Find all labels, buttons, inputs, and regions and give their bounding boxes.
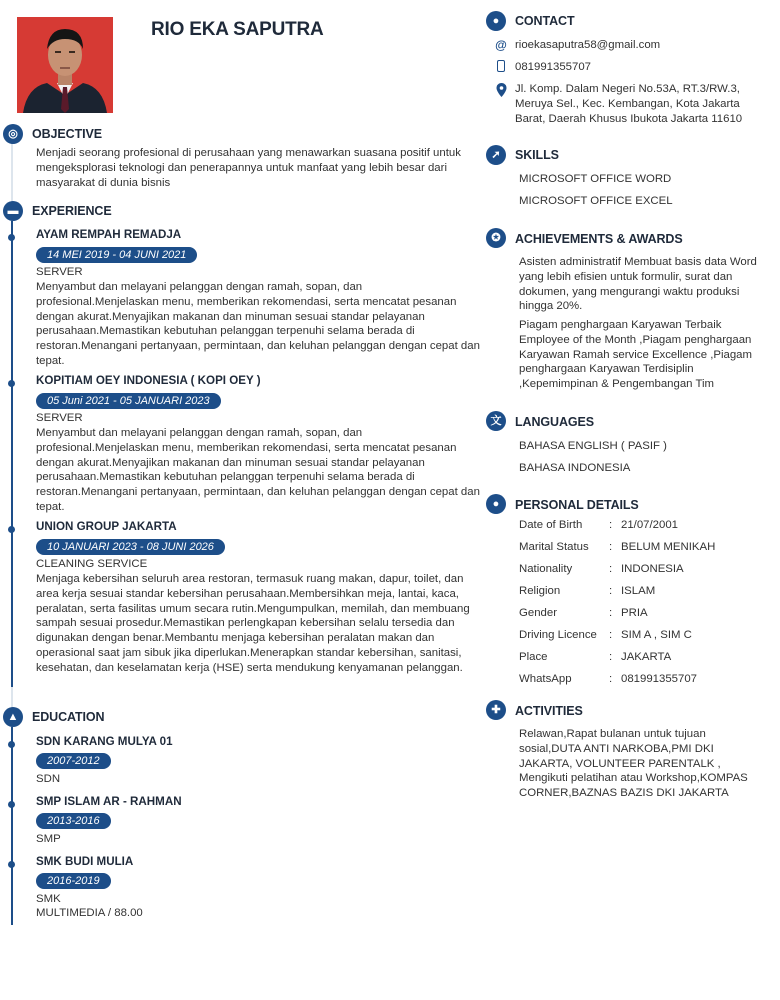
detail-colon: : xyxy=(609,607,613,619)
job-period-badge: 05 Juni 2021 - 05 JANUARI 2023 xyxy=(36,393,221,409)
school-name: SMK BUDI MULIA xyxy=(36,855,134,868)
detail-row xyxy=(519,646,769,668)
detail-colon: : xyxy=(609,585,613,597)
job-company: KOPITIAM OEY INDONESIA ( KOPI OEY ) xyxy=(36,374,261,387)
briefcase-icon: ▬ xyxy=(3,201,23,221)
detail-value: 21/07/2001 xyxy=(621,519,679,531)
language-item: BAHASA INDONESIA xyxy=(519,462,631,474)
activities-title: ACTIVITIES xyxy=(515,704,583,718)
contact-address: Jl. Komp. Dalam Negeri No.53A, RT.3/RW.3, Meruya Sel., Kec. Kembangan, Kota Jakarta Barat, Daerah Khusus Ibukota Jakarta 11610 xyxy=(515,83,743,125)
school-period-badge: 2016-2019 xyxy=(36,873,111,889)
contact-title: CONTACT xyxy=(515,14,575,28)
activities-text: Relawan,Rapat bulanan untuk tujuan sosial,DUTA ANTI NARKOBA,PMI DKI JAKARTA, VOLUNTEER PARENTALK , Mengikuti pelatihan atau Workshop,KOMPAS CORNER,BAZNAS BAZIS DKI JAKARTA xyxy=(519,728,748,800)
job-description: Menyambut dan melayani pelanggan dengan ramah, sopan, dan profesional.Menjelaskan menu, memberikan rekomendasi, serta mencatat pesanan dengan akurat.Menyajikan makanan dan minuman sesuai standar pelayanan perusahaan.Memastikan kebutuhan pelanggan terpenuhi selama berada di restoran.Menangani pertanyaan, permintaan, dan keluhan pelanggan dengan cepat dan tepat. xyxy=(36,427,480,513)
education-timeline xyxy=(11,727,13,925)
timeline-dot xyxy=(8,380,15,387)
job-company: UNION GROUP JAKARTA xyxy=(36,520,177,533)
location-pin-icon xyxy=(496,83,507,102)
detail-row xyxy=(519,558,769,580)
detail-row xyxy=(519,668,769,690)
job-role: CLEANING SERVICE xyxy=(36,558,148,570)
contact-phone[interactable]: 081991355707 xyxy=(515,61,592,73)
detail-label: Religion xyxy=(519,585,561,597)
timeline-dot xyxy=(8,861,15,868)
objective-title: OBJECTIVE xyxy=(32,127,102,141)
detail-value: JAKARTA xyxy=(621,651,672,663)
detail-row xyxy=(519,514,769,536)
personal-details-list xyxy=(519,514,769,690)
detail-colon: : xyxy=(609,541,613,553)
detail-value: PRIA xyxy=(621,607,648,619)
rocket-icon: ➚ xyxy=(486,145,506,165)
skill-item: MICROSOFT OFFICE EXCEL xyxy=(519,195,673,207)
languages-title: LANGUAGES xyxy=(515,415,594,429)
detail-value: ISLAM xyxy=(621,585,656,597)
detail-value: BELUM MENIKAH xyxy=(621,541,716,553)
timeline-dot xyxy=(8,234,15,241)
experience-title: EXPERIENCE xyxy=(32,204,112,218)
detail-value: SIM A , SIM C xyxy=(621,629,692,641)
detail-label: Marital Status xyxy=(519,541,589,553)
detail-label: Place xyxy=(519,651,548,663)
school-major-score: MULTIMEDIA / 88.00 xyxy=(36,907,143,919)
timeline-dot xyxy=(8,801,15,808)
achievements-title: ACHIEVEMENTS & AWARDS xyxy=(515,232,683,246)
detail-row xyxy=(519,602,769,624)
detail-label: Date of Birth xyxy=(519,519,583,531)
detail-colon: : xyxy=(609,651,613,663)
language-item: BAHASA ENGLISH ( PASIF ) xyxy=(519,440,667,452)
skills-title: SKILLS xyxy=(515,148,559,162)
user-icon: ● xyxy=(486,494,506,514)
objective-text: Menjadi seorang profesional di perusahaan yang menawarkan suasana positif untuk mengeksplorasi teknologi dan penerapannya untuk manfaat yang lebih besar dari masyarakat di dunia bisnis xyxy=(36,147,461,189)
detail-colon: : xyxy=(609,629,613,641)
job-description: Menjaga kebersihan seluruh area restoran, termasuk ruang makan, dapur, toilet, dan area kerja sesuai standar kebersihan perusahaan.Membersihkan meja, lantai, kaca, peralatan, serta fasilitas umum secara rutin.Mengumpulkan, memilah, dan membuang sampah sesuai prosedur.Memastikan perlengkapan kebersihan selalu tersedia dan digunakan dengan benar.Membantu menjaga kebersihan peralatan makan dan operasional saat jam sibuk jika diperlukan.Menerapkan standar kebersihan, sanitasi, kesehatan, dan keselamatan kerja (HSE) serta mendukung kenyamanan pelanggan. xyxy=(36,573,470,674)
achievement-item: Piagam penghargaan Karyawan Terbaik Employee of the Month ,Piagam penghargaan Karyawan Ramah service Excellence ,Piagam penghargaan Karyawan Terdisiplin ,Kepemimpinan & Pengembangan Tim xyxy=(519,319,752,391)
detail-colon: : xyxy=(609,563,613,575)
detail-colon: : xyxy=(609,673,613,685)
detail-value: INDONESIA xyxy=(621,563,684,575)
award-ribbon-icon: ✪ xyxy=(486,228,506,248)
school-period-badge: 2007-2012 xyxy=(36,753,111,769)
achievement-item: Asisten administratif Membuat basis data Word yang lebih efisien untuk formulir, surat dan dokumen, yang mengurangi waktu produksi hingga 20%. xyxy=(519,256,757,313)
candidate-name: RIO EKA SAPUTRA xyxy=(151,19,324,40)
skill-item: MICROSOFT OFFICE WORD xyxy=(519,173,672,185)
profile-photo xyxy=(17,17,113,113)
job-role: SERVER xyxy=(36,412,83,424)
contact-email[interactable]: rioekasaputra58@gmail.com xyxy=(515,39,661,51)
puzzle-icon: ✚ xyxy=(486,700,506,720)
school-level: SMK xyxy=(36,893,61,905)
job-period-badge: 10 JANUARI 2023 - 08 JUNI 2026 xyxy=(36,539,225,555)
job-company: AYAM REMPAH REMADJA xyxy=(36,228,182,241)
detail-row xyxy=(519,536,769,558)
job-description: Menyambut dan melayani pelanggan dengan ramah, sopan, dan profesional.Menjelaskan menu, memberikan rekomendasi, serta mencatat pesanan dengan akurat.Menyajikan makanan dan minuman sesuai standar pelayanan perusahaan.Memastikan kebutuhan pelanggan terpenuhi selama berada di restoran.Menangani pertanyaan, permintaan, dan keluhan pelanggan dengan cepat dan tepat. xyxy=(36,281,480,367)
timeline-dot xyxy=(8,741,15,748)
education-title: EDUCATION xyxy=(32,710,105,724)
detail-value: 081991355707 xyxy=(621,673,698,685)
experience-timeline xyxy=(11,221,13,687)
detail-row xyxy=(519,580,769,602)
detail-colon: : xyxy=(609,519,613,531)
timeline-dot xyxy=(8,526,15,533)
detail-row xyxy=(519,624,769,646)
job-role: SERVER xyxy=(36,266,83,278)
school-name: SDN KARANG MULYA 01 xyxy=(36,735,173,748)
person-icon: ● xyxy=(486,11,506,31)
target-icon: ◎ xyxy=(3,124,23,144)
school-level: SDN xyxy=(36,773,61,785)
job-period-badge: 14 MEI 2019 - 04 JUNI 2021 xyxy=(36,247,197,263)
detail-label: WhatsApp xyxy=(519,673,572,685)
phone-icon xyxy=(497,60,505,72)
school-name: SMP ISLAM AR - RAHMAN xyxy=(36,795,182,808)
detail-label: Gender xyxy=(519,607,557,619)
detail-label: Nationality xyxy=(519,563,573,575)
school-level: SMP xyxy=(36,833,61,845)
at-icon: @ xyxy=(495,38,507,52)
detail-label: Driving Licence xyxy=(519,629,597,641)
school-period-badge: 2013-2016 xyxy=(36,813,111,829)
graduation-cap-icon: ▲ xyxy=(3,707,23,727)
personal-details-title: PERSONAL DETAILS xyxy=(515,498,639,512)
translate-icon: 文 xyxy=(486,411,506,431)
